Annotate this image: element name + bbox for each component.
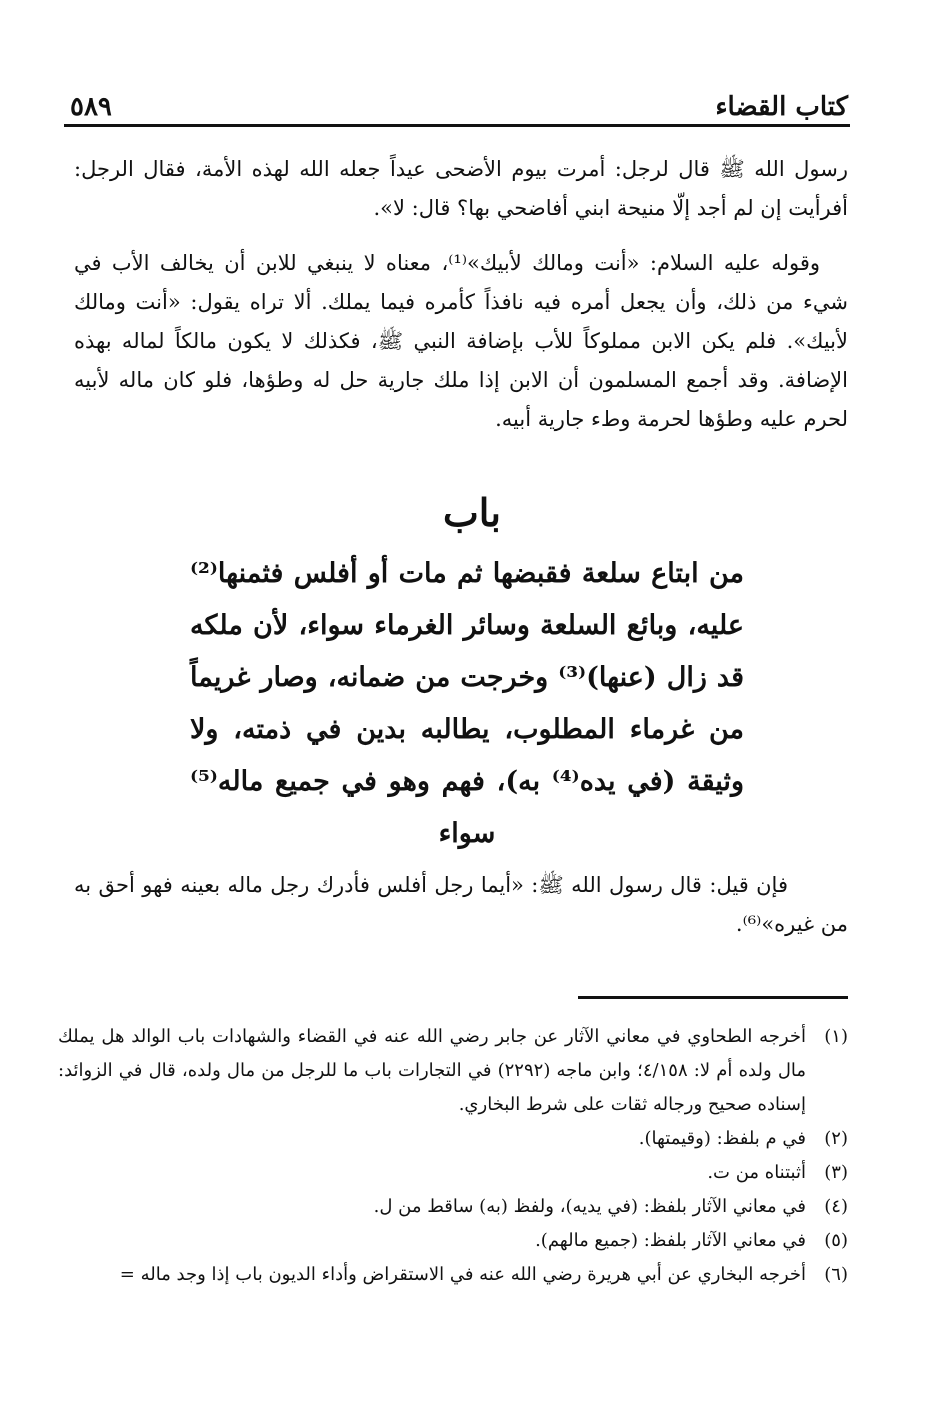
footnote-item	[58, 1156, 848, 1190]
paragraph-2: وقوله عليه السلام: «أنت ومالك لأبيك»⁽¹⁾، معناه لا ينبغي للابن أن يخالف الأب في شيء من ذلك، وأن يجعل أمره فيه نافذاً كأمره فيما يملك. ألا تراه يقول: «أنت ومالك لأبيك». فلم يكن الابن مملوكاً للأب بإضافة النبي ﷺ، فكذلك لا يكون مالكاً لماله بهذه الإضافة. وقد أجمع المسلمون أن الابن إذا ملك جارية حل له وطؤها، فلو كان ماله لأبيه لحرم عليه وطؤها لحرمة وطء جارية أبيه.	[74, 251, 848, 431]
chapter-title: باب	[443, 490, 501, 535]
paragraph-3: فإن قيل: قال رسول الله ﷺ: «أيما رجل أفلس فأدرك رجل ماله بعينه فهو أحق به من غيره»⁽⁶⁾.	[74, 873, 848, 936]
footnotes	[58, 1020, 848, 1292]
footnote-item	[58, 1020, 848, 1122]
footnote-number: (١)	[824, 1026, 848, 1047]
footnote-item	[58, 1258, 848, 1292]
chapter-heading: من ابتاع سلعة فقبضها ثم مات أو أفلس فثمنها⁽²⁾ عليه، وبائع السلعة وسائر الغرماء سواء، لأن ملكه قد زال (عنها)⁽³⁾ وخرجت من ضمانه، وصار غريماً من غرماء المطلوب، يطالبه بدين في ذمته، ولا وثيقة (في يده⁽⁴⁾ به)، فهم وهو في جميع ماله⁽⁵⁾ سواء	[190, 558, 744, 849]
objection-text	[74, 866, 848, 944]
footnote-text: في معاني الآثار بلفظ: (في يديه)، ولفظ (به) ساقط من ل.	[373, 1196, 806, 1217]
footnote-item	[58, 1190, 848, 1224]
page-number: ٥٨٩	[70, 92, 112, 122]
footnote-text: أخرجه الطحاوي في معاني الآثار عن جابر رضي الله عنه في القضاء والشهادات باب الوالد هل يملك مال ولده أم لا: ٤/١٥٨؛ وابن ماجه (٢٢٩٢) في التجارات باب ما للرجل من مال ولده، قال في الزوائد: إسناده صحيح ورجاله ثقات على شرط البخاري.	[58, 1026, 807, 1115]
footnote-number: (٥)	[824, 1230, 848, 1251]
footnote-text: أخرجه البخاري عن أبي هريرة رضي الله عنه في الاستقراض وأداء الديون باب إذا وجد ماله =	[119, 1264, 806, 1285]
header-rule	[64, 124, 850, 127]
main-text	[74, 150, 848, 439]
page-header	[70, 78, 848, 122]
footnote-number: (٣)	[824, 1162, 848, 1183]
footnote-item	[58, 1224, 848, 1258]
footnote-text: أثبتناه من ت.	[707, 1162, 806, 1183]
footnote-separator	[578, 996, 848, 999]
footnote-number: (٢)	[824, 1128, 848, 1149]
footnote-number: (٤)	[824, 1196, 848, 1217]
footnote-item	[58, 1122, 848, 1156]
paragraph-1: رسول الله ﷺ قال لرجل: أمرت بيوم الأضحى عيداً جعله الله لهذه الأمة، فقال الرجل: أفرأيت إن لم أجد إلّا منيحة ابني أفاضحي بها؟ قال: لا».	[74, 157, 848, 220]
footnote-text: في معاني الآثار بلفظ: (جميع مالهم).	[535, 1230, 806, 1251]
running-title: كتاب القضاء	[715, 92, 848, 122]
footnote-text: في م بلفظ: (وقيمتها).	[638, 1128, 806, 1149]
footnote-number: (٦)	[824, 1264, 848, 1285]
